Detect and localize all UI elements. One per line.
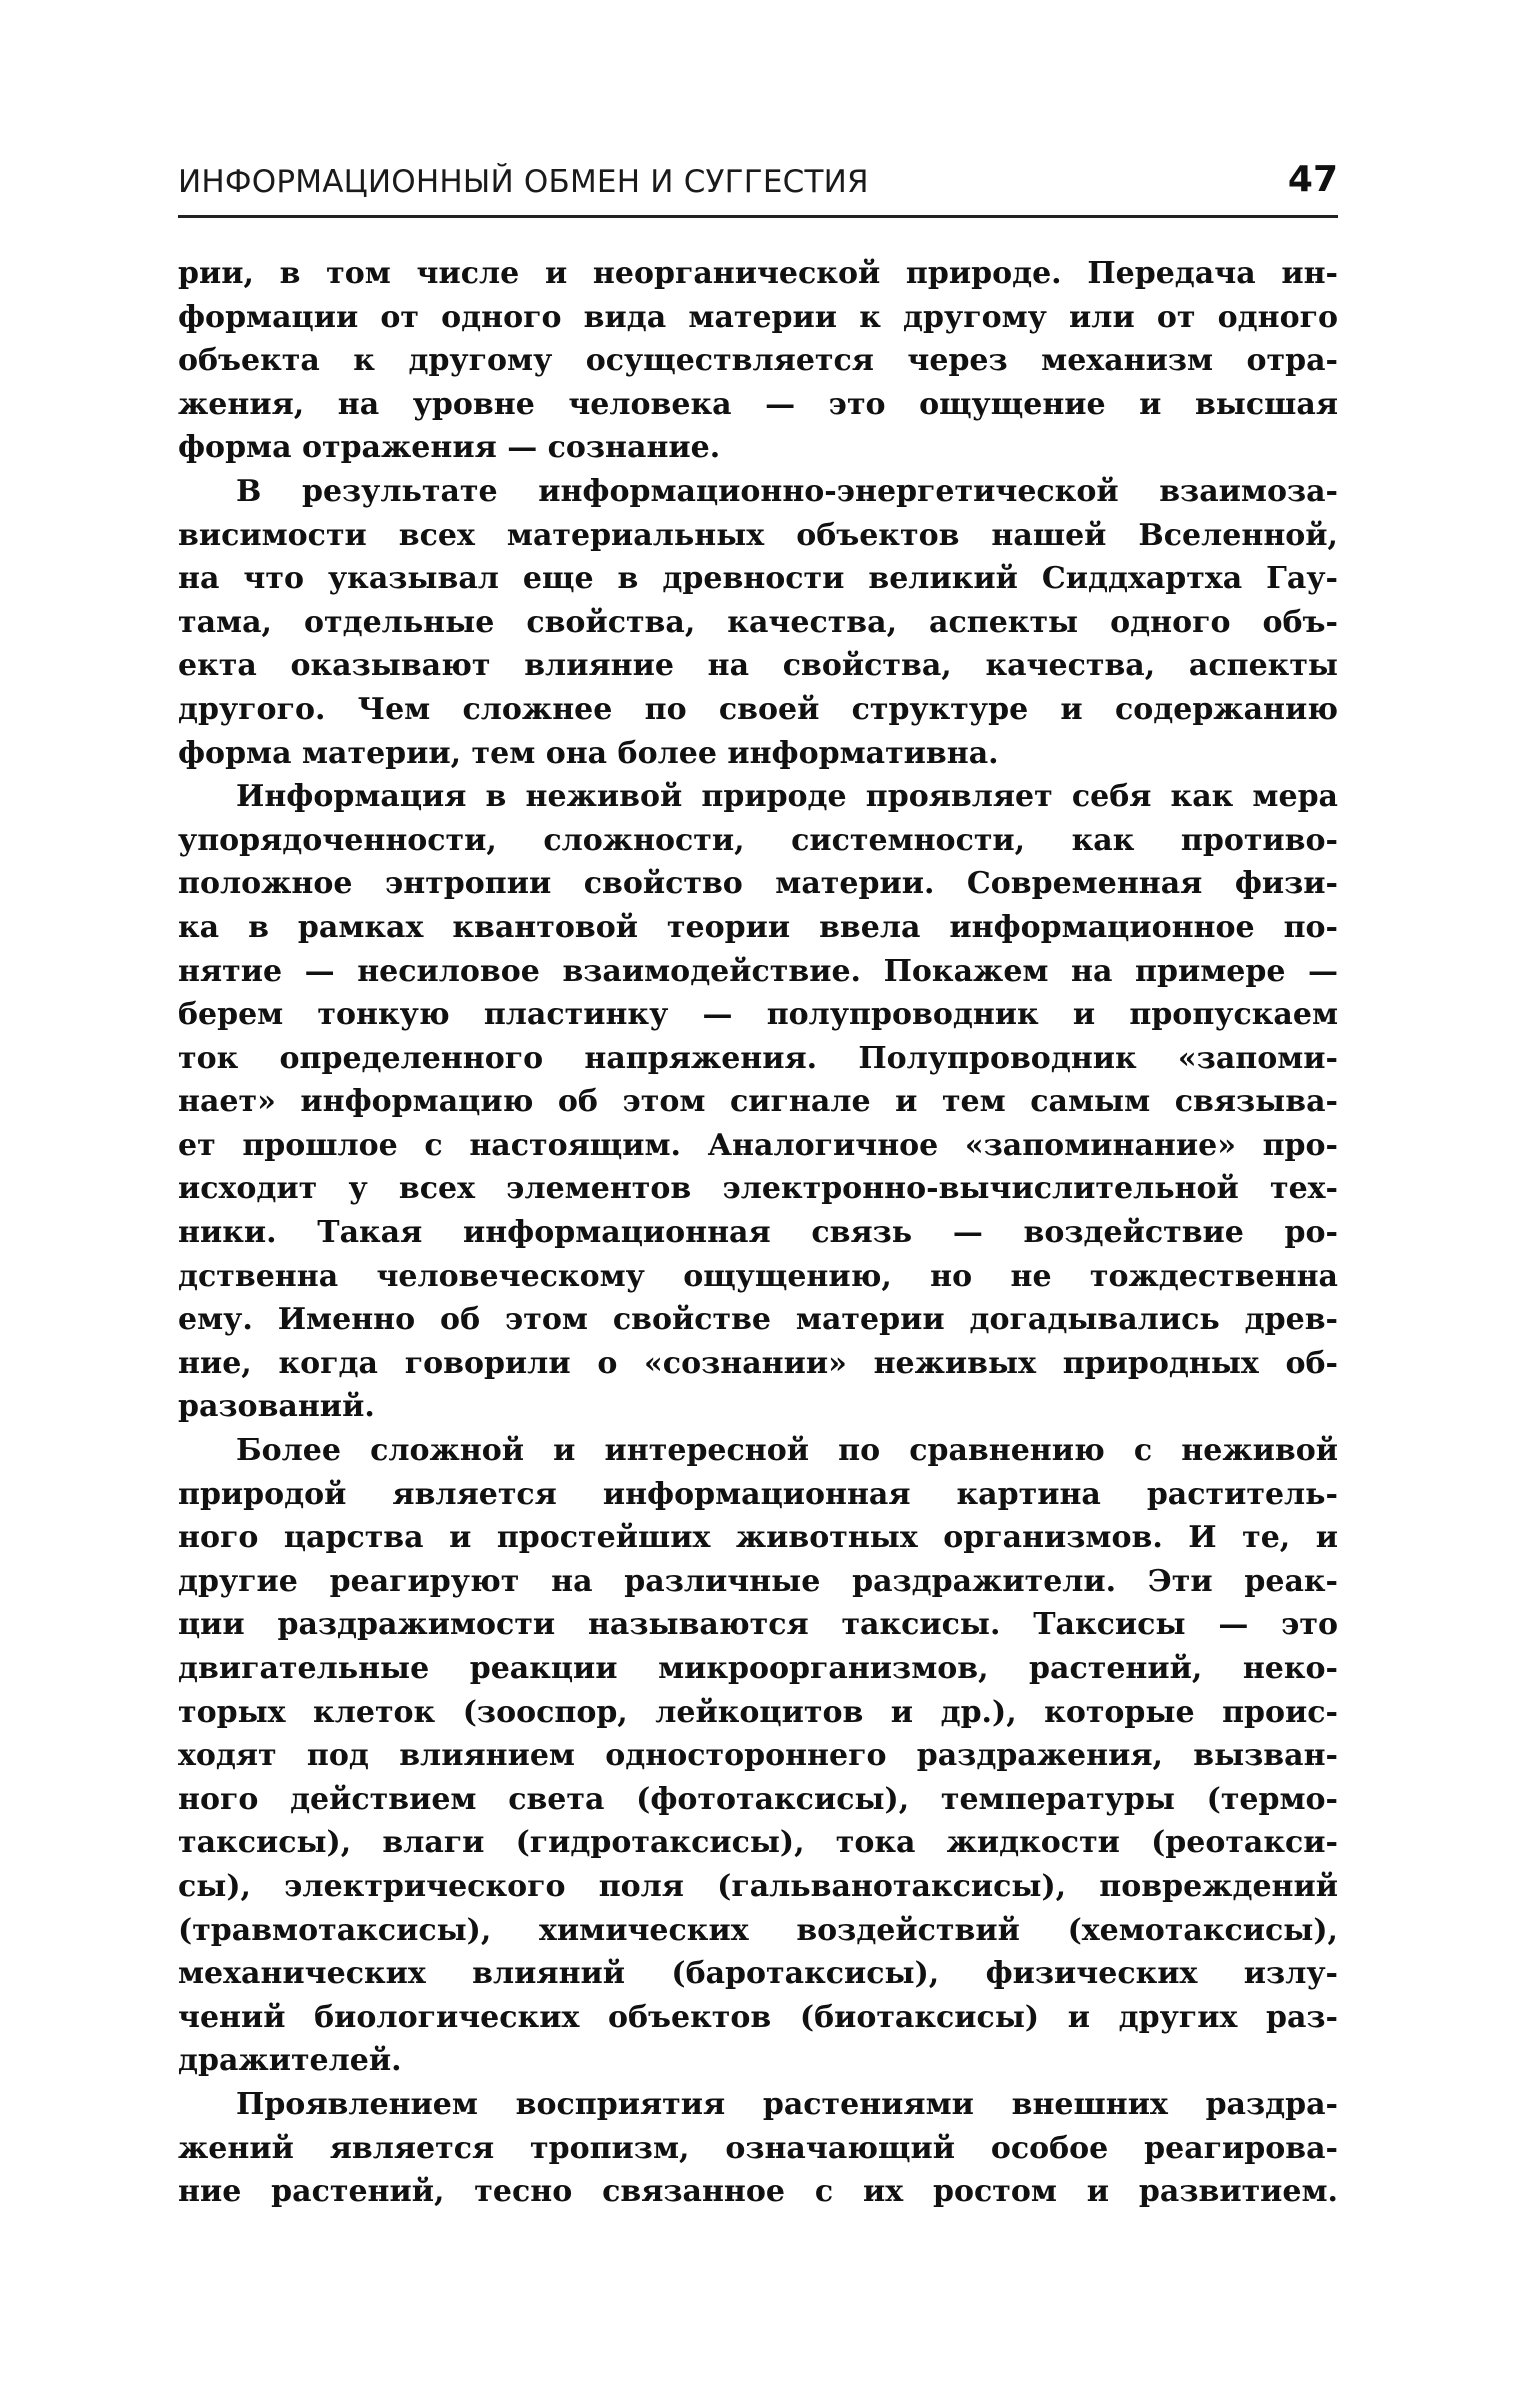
paragraph [178,1429,1338,2083]
text-line: двигательные реакции микроорганизмов, растений, неко- [178,1651,1338,1686]
paragraph [178,775,1338,1429]
text-line: ние растений, тесно связанное с их ростом и развитием. [178,2174,1338,2210]
text-line: дражителей. [178,2043,402,2079]
text-line: берем тонкую пластинку — полупроводник и пропускаем [178,997,1338,1033]
text-line: ток определенного напряжения. Полупроводник «запоми- [178,1040,1338,1076]
paragraph [178,252,1338,470]
text-line: В результате информационно-энергетической взаимоза- [236,473,1338,509]
header-rule [178,215,1338,218]
text-line: чений биологических объектов (биотаксисы) и других раз- [178,1999,1338,2035]
text-line: форма отражения — сознание. [178,430,721,466]
text-line: Более сложной и интересной по сравнению с неживой [236,1433,1338,1469]
text-line: (травмотаксисы), химических воздействий (хемотаксисы), [178,1912,1338,1948]
body-text [178,252,1338,2214]
text-line: ники. Такая информационная связь — воздействие ро- [178,1215,1338,1251]
text-line: другого. Чем сложнее по своей структуре и содержанию [178,691,1338,727]
text-line: Информация в неживой природе проявляет себя как мера [236,779,1338,815]
text-line: дственна человеческому ощущению, но не тождественна [178,1258,1338,1294]
text-line: другие реагируют на различные раздражители. Эти реак- [178,1563,1338,1599]
page-header [178,159,1338,218]
paragraph [178,470,1338,775]
text-line: таксисы), влаги (гидротаксисы), тока жидкости (реотакси- [178,1825,1338,1861]
text-line: ет прошлое с настоящим. Аналогичное «запоминание» про- [178,1127,1338,1163]
text-line: рии, в том числе и неорганической природе. Передача ин- [178,256,1338,291]
text-line: висимости всех материальных объектов нашей Вселенной, [178,517,1338,553]
text-line: на что указывал еще в древности великий Сиддхартха Гау- [178,561,1338,597]
text-line: форма материи, тем она более информативна. [178,735,999,771]
text-line: ка в рамках квантовой теории ввела информационное по- [178,909,1338,945]
text-line: ему. Именно об этом свойстве материи догадывались древ- [178,1302,1338,1338]
text-line: ции раздражимости называются таксисы. Таксисы — это [178,1607,1338,1643]
text-line: разований. [178,1389,375,1425]
text-line: механических влияний (баротаксисы), физических излу- [178,1956,1338,1992]
text-line: жения, на уровне человека — это ощущение и высшая [178,386,1338,422]
text-line: упорядоченности, сложности, системности, как противо- [178,822,1338,858]
text-line: жений является тропизм, означающий особое реагирова- [178,2130,1338,2166]
text-line: ного действием света (фототаксисы), температуры (термо- [178,1781,1338,1817]
text-line: формации от одного вида материи к другому или от одного [178,299,1338,335]
page-number: 47 [1287,159,1338,200]
text-line: тама, отдельные свойства, качества, аспекты одного объ- [178,604,1338,640]
text-line: положное энтропии свойство материи. Современная физи- [178,866,1338,902]
text-line: исходит у всех элементов электронно-вычислительной тех- [178,1171,1338,1207]
text-line: природой является информационная картина раститель- [178,1476,1338,1512]
text-line: Проявлением восприятия растениями внешних раздра- [236,2086,1338,2122]
text-line: екта оказывают влияние на свойства, качества, аспекты [178,648,1338,684]
text-line: ние, когда говорили о «сознании» неживых природных об- [178,1345,1338,1381]
text-line: нятие — несиловое взаимодействие. Покажем на примере — [178,953,1338,989]
text-line: объекта к другому осуществляется через механизм отра- [178,343,1338,379]
text-line: нает» информацию об этом сигнале и тем самым связыва- [178,1084,1338,1120]
text-line: сы), электрического поля (гальванотаксисы), повреждений [178,1868,1338,1904]
paragraph [178,2083,1338,2214]
running-title: ИНФОРМАЦИОННЫЙ ОБМЕН И СУГГЕСТИЯ [178,164,869,200]
text-line: ходят под влиянием одностороннего раздражения, вызван- [178,1738,1338,1774]
text-line: торых клеток (зооспор, лейкоцитов и др.), которые проис- [178,1694,1338,1730]
text-line: ного царства и простейших животных организмов. И те, и [178,1520,1338,1556]
